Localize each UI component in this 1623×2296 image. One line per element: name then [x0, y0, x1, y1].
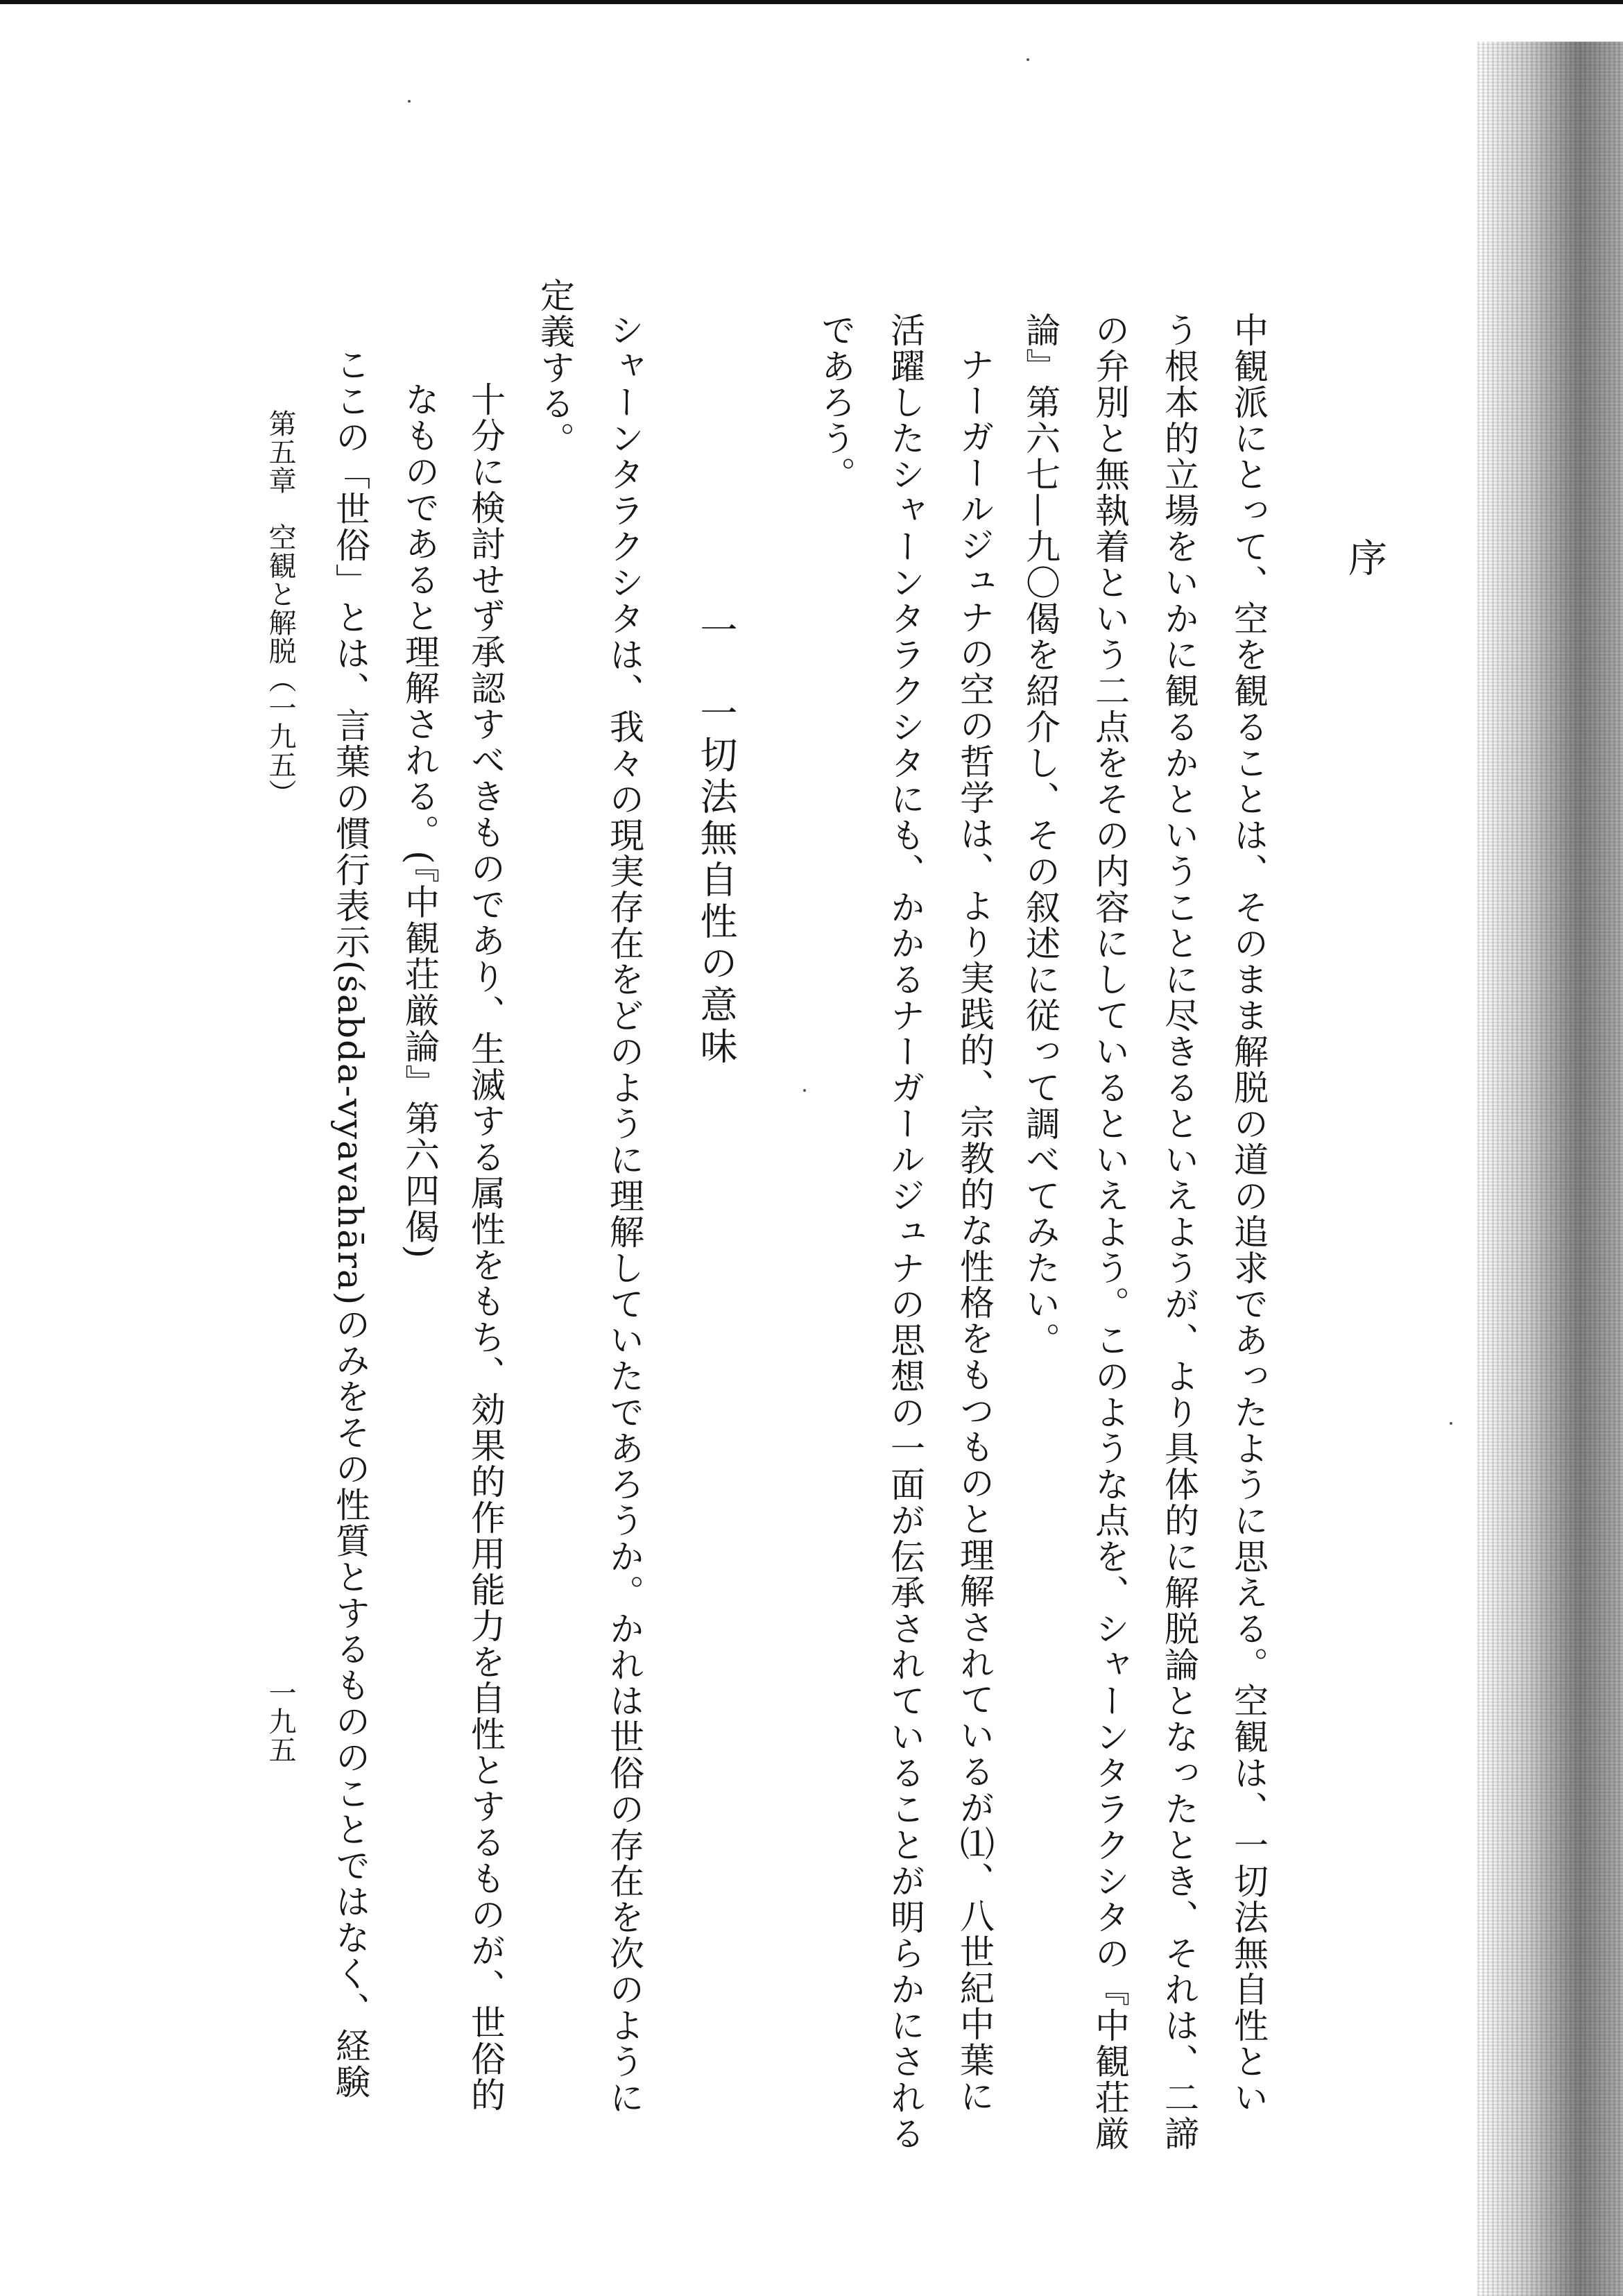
page-title: 序 [1342, 538, 1387, 578]
text-column: う根本的立場をいかに観るかということに尽きるといえようが、より具体的に解脱論となったとき、それは、二諦 [1159, 312, 1199, 2152]
page-number: 一九五 [264, 1679, 296, 1764]
scan-speck [803, 1089, 806, 1092]
text-column: 定義する。 [535, 277, 575, 458]
text-column: の弁別と無執着という二点をその内容にしているといえよう。このような点を、シャーンタラクシタの『中観荘厳 [1090, 312, 1130, 2152]
quote-column: なものであると理解される。(『中観荘厳論』第六四偈) [400, 382, 440, 1260]
scan-gutter-shadow [1477, 42, 1623, 2296]
scan-speck [1450, 1422, 1452, 1425]
text-column: シャーンタラクシタは、我々の現実存在をどのように理解していたであろうか。かれは世俗の存在を次のように [604, 312, 644, 2116]
quote-column: 十分に検討せず承認すべきものであり、生滅する属性をもち、効果的作用能力を自性とするものが、世俗的 [465, 382, 506, 2113]
section-heading: 一 一切法無自性の意味 [694, 610, 738, 1068]
text-column: ナーガールジュナの空の哲学は、より実践的、宗教的な性格をもつものと理解されているが⑴、八世紀中葉に [954, 347, 995, 2114]
scan-speck [1027, 58, 1029, 61]
scan-speck [408, 100, 411, 103]
text-column: ここの「世俗」とは、言葉の慣行表示(śabda-vyavahāra)のみをその性質とするもののことではなく、経験 [330, 347, 370, 2100]
text-column: であろう。 [816, 312, 856, 492]
scan-top-edge [0, 0, 1623, 4]
text-column: 活躍したシャーンタラクシタにも、かかるナーガールジュナの思想の一面が伝承されていることが明らかにされる [885, 312, 925, 2152]
text-column: 論』第六七—九〇偈を紹介し、その叙述に従って調べてみたい。 [1020, 312, 1060, 1358]
text-column: 中観派にとって、空を観ることは、そのまま解脱の道の追求であったように思える。空観は、一切法無自性とい [1228, 312, 1269, 2116]
running-head: 第五章 空観と解脱（一九五） [264, 409, 296, 807]
